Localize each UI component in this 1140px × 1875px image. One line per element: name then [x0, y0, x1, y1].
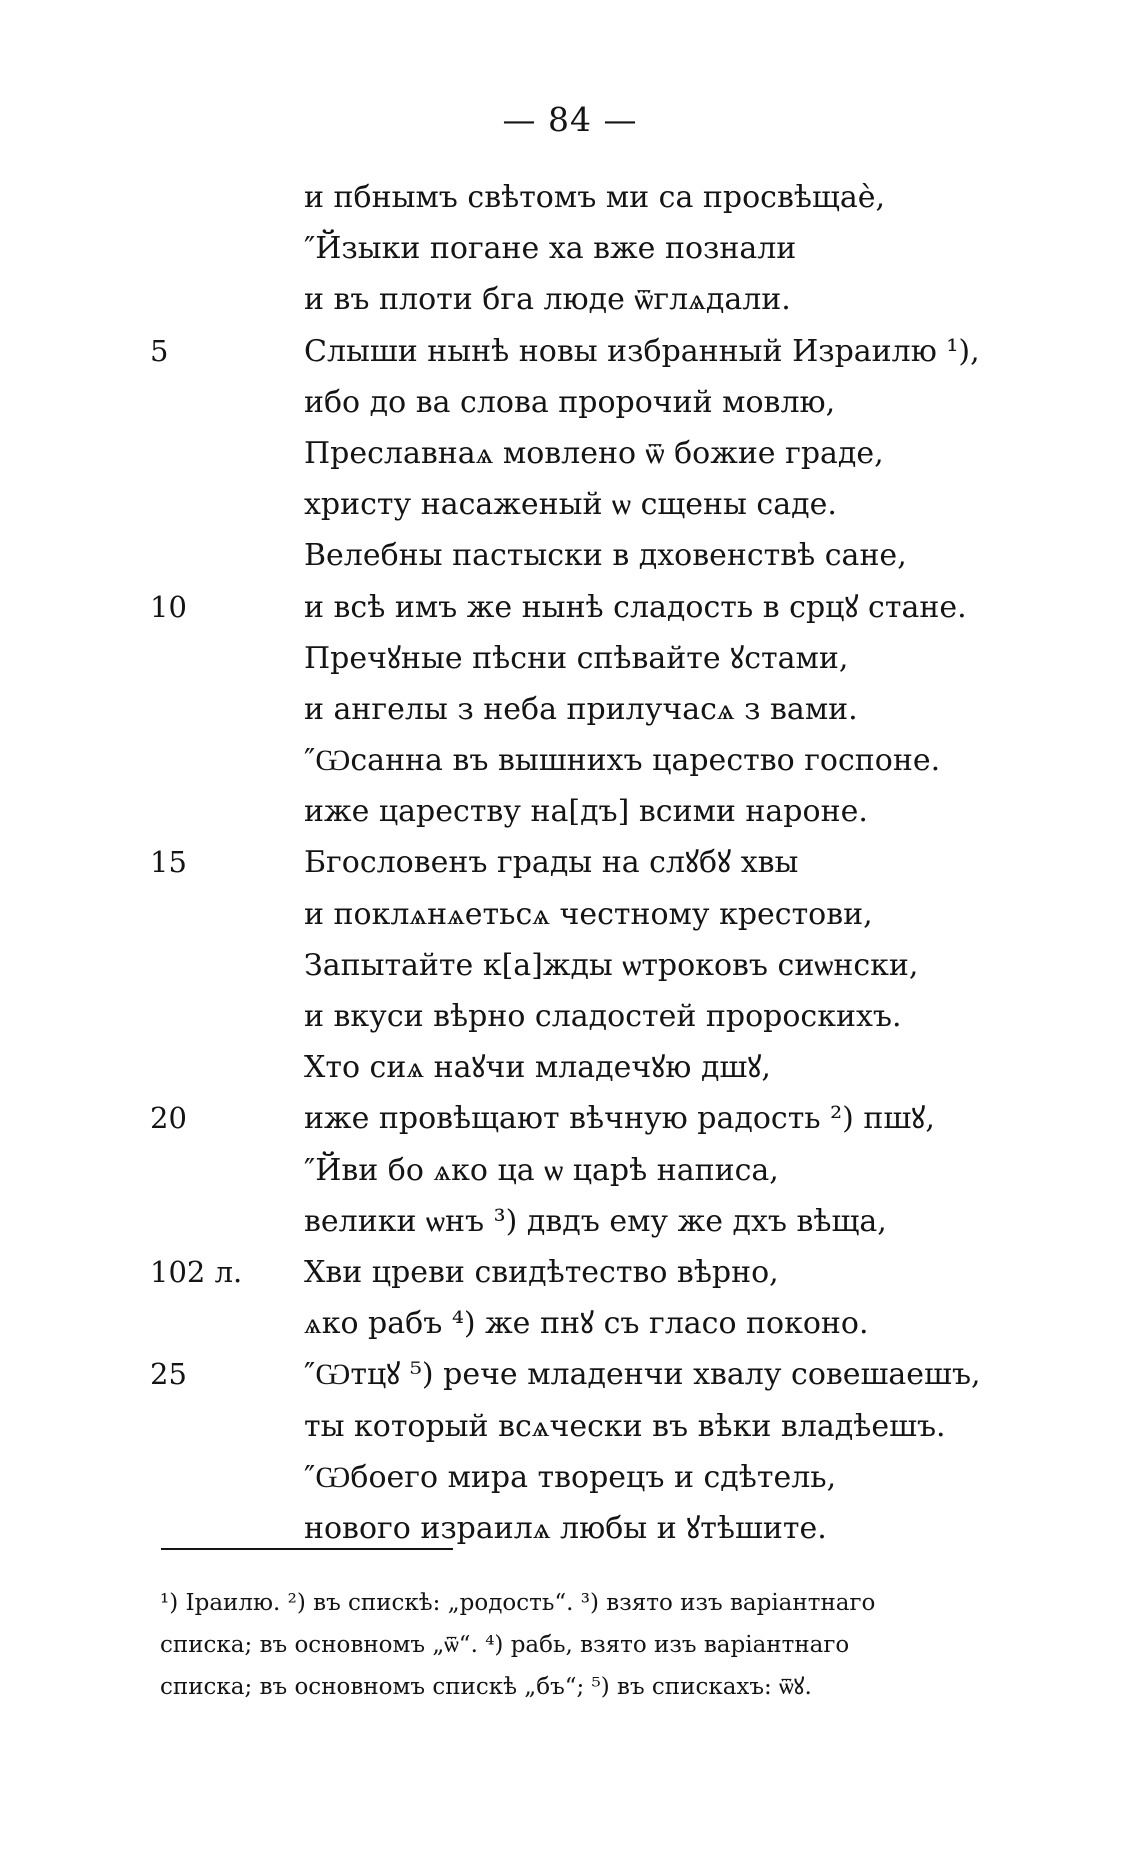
verse-line [0, 223, 1140, 274]
verse-line [0, 1349, 1140, 1400]
verse-line [0, 479, 1140, 530]
verse-text: и пбнымъ свѣтомъ ми са просвѣщаѐ, [304, 180, 886, 215]
verse-text: Хто сиѧ наꙋчи младечꙋю дшꙋ, [304, 1050, 771, 1086]
verse-line [0, 1298, 1140, 1349]
verse-line [0, 582, 1140, 633]
verse-number: 15 [150, 845, 187, 880]
verse-line [0, 377, 1140, 428]
verse-line [0, 1247, 1140, 1298]
verse-number: 25 [150, 1357, 187, 1392]
footnotes-block [160, 1582, 1060, 1708]
footnote-line: списка; въ основномъ „ѿ“. ⁴) рабь, взято изъ варіантнаго [160, 1632, 850, 1658]
verse-text: Бгословенъ грады на слꙋбꙋ хвы [304, 845, 799, 881]
verse-text: ″Йви бо ѧко ца ѡ царѣ написа, [304, 1152, 779, 1188]
verse-text: Пречꙋные пѣсни спѣвайте ꙋстами, [304, 640, 849, 676]
verse-line [0, 1401, 1140, 1452]
verse-text: ″Ѡбоего мира творецъ и сдѣтель, [304, 1459, 837, 1495]
verse-text: нового израилѧ любы и ꙋтѣшите. [304, 1510, 827, 1546]
verse-line [0, 991, 1140, 1042]
verse-number: 20 [150, 1101, 187, 1136]
verse-text: ″Ѡтцꙋ ⁵) рече младенчи хвалу совешаешъ, [304, 1357, 981, 1393]
verse-line [0, 530, 1140, 581]
verse-line [0, 274, 1140, 325]
verse-text: и въ плоти бга люде ѿглѧдали. [304, 282, 791, 318]
verse-line [0, 684, 1140, 735]
footnote-line: списка; въ основномъ спискѣ „бъ“; ⁵) въ спискахъ: ѿꙋ. [160, 1674, 812, 1700]
verse-line [0, 1042, 1140, 1093]
verse-text: ты который всѧчески въ вѣки владѣешъ. [304, 1408, 946, 1444]
verse-number: 5 [150, 333, 169, 368]
verse-text: ѧко рабъ ⁴) же пнꙋ съ гласо поконо. [304, 1306, 869, 1342]
verse-text: и всѣ имъ же нынѣ сладость в срцꙋ стане. [304, 589, 967, 625]
verse-number: 10 [150, 589, 187, 624]
verse-block [0, 172, 1140, 1554]
verse-text: Преславнаѧ мовлено ѿ божие граде, [304, 435, 884, 471]
verse-line [0, 735, 1140, 786]
verse-line [0, 1452, 1140, 1503]
verse-text: Велебны пастыски в дховенствѣ сане, [304, 538, 907, 574]
verse-line [0, 837, 1140, 888]
footnote-line: ¹) Іраилю. ²) въ спискѣ: „родость“. ³) взято изъ варіантнаго [160, 1590, 876, 1616]
verse-text: иже провѣщают вѣчную радость ²) пшꙋ, [304, 1101, 935, 1137]
verse-text: Слыши нынѣ новы избранный Израилю ¹), [304, 333, 980, 369]
verse-line [0, 172, 1140, 223]
verse-line [0, 1093, 1140, 1144]
verse-line [0, 889, 1140, 940]
verse-number: 102 л. [150, 1254, 243, 1289]
verse-line [0, 1145, 1140, 1196]
verse-line [0, 633, 1140, 684]
verse-text: и вкуси вѣрно сладостей пророскихъ. [304, 999, 902, 1034]
verse-text: Запытайте к[а]жды ѡтроковъ сиѡнски, [304, 947, 919, 983]
verse-line [0, 428, 1140, 479]
verse-line [0, 786, 1140, 837]
verse-text: велики ѡнъ ³) двдъ ему же дхъ вѣща, [304, 1203, 887, 1239]
verse-line [0, 940, 1140, 991]
verse-text: иже цареству на[дъ] всими нароне. [304, 794, 868, 830]
footnote-rule [161, 1548, 453, 1550]
verse-line [0, 1196, 1140, 1247]
verse-line [0, 326, 1140, 377]
verse-text: ибо до ва слова пророчий мовлю, [304, 384, 836, 420]
verse-text: ″Йзыки погане ха вже познали [304, 231, 797, 267]
page-number-header: — 84 — [502, 100, 638, 139]
verse-text: Хви цреви свидѣтество вѣрно, [304, 1254, 779, 1290]
verse-text: ″Ѡсанна въ вышнихъ царество госпоне. [304, 743, 941, 779]
verse-text: христу насаженый ѡ сщены саде. [304, 487, 837, 523]
verse-text: и ангелы з неба прилучасѧ з вами. [304, 691, 858, 727]
verse-line [0, 1503, 1140, 1554]
verse-text: и поклѧнѧетьсѧ честному крестови, [304, 896, 873, 932]
